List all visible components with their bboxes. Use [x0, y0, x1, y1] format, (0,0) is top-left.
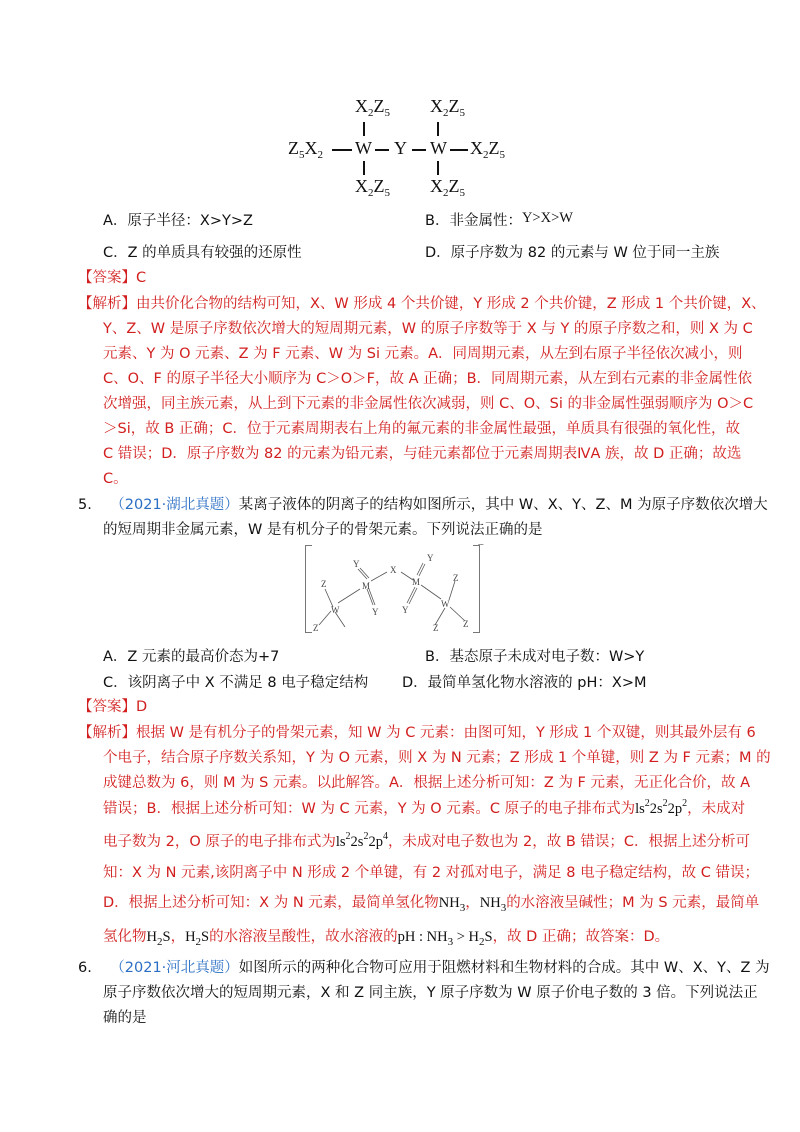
h2s-formula: $H_2S$	[146, 929, 171, 948]
q4-option-b-prefix: B．非金属性：	[425, 213, 522, 229]
q4-option-d: D．原子序数为 82 的元素与 W 位于同一主族	[425, 245, 720, 261]
q4-option-a: A．原子半径：X>Y>Z	[103, 213, 253, 229]
nh3-formula: $NH_3$	[438, 895, 466, 914]
q4-analysis-line-6: ＞Si，故 B 正确；C．位于元素周期表右上角的氟元素的非金属性最强，单质具有很强的氧化性，故	[103, 421, 741, 437]
q5-option-d: D．最简单氢化物水溶液的 pH：X>M	[402, 675, 647, 691]
anion-structure-figure	[305, 539, 484, 633]
q4-analysis-line-5: 次增强，同主族元素，从上到下元素的非金属性依次减弱，则 C、O、Si 的非金属性强弱顺序为 O＞C	[103, 396, 754, 412]
atom-z: Z	[453, 573, 459, 583]
q5-analysis-text-8a: 氢化物	[103, 929, 147, 945]
bond-w1-y	[375, 149, 389, 151]
q5-analysis-text-8c: 的水溶液呈酸性，故水溶液的	[209, 929, 398, 945]
bond-y-w2	[412, 149, 426, 151]
q4-analysis-line-8: C。	[103, 471, 128, 487]
q4-answer	[78, 268, 146, 288]
atom-z: Z	[313, 623, 319, 633]
q5-analysis-text-7b: ，	[465, 895, 480, 911]
q6-stem-line-3: 确的是	[103, 1010, 147, 1026]
q5-stem-line-2: 的短周期非金属元素，W 是有机分子的骨架元素。下列说法正确的是	[103, 522, 543, 538]
q4-analysis-text-1: 由共价化合物的结构可知，X、W 形成 4 个共价键，Y 形成 2 个共价键，Z 形成 1 个共价键，X、	[136, 296, 766, 312]
q5-stem-line-1	[78, 495, 768, 515]
q5-answer	[78, 697, 147, 717]
q5-option-c: C．该阴离子中 X 不满足 8 电子稳定结构	[103, 675, 369, 691]
atom-y: Y	[394, 138, 407, 158]
atom-m: M	[412, 577, 421, 587]
atom-w1: W	[355, 138, 372, 158]
group-left: $Z_5X_2$	[288, 138, 323, 161]
atom-y: Y	[402, 605, 409, 615]
q5-analysis-text-5b: ，未成对电子数也为 2，故 B 错误；C．根据上述分析可	[387, 834, 751, 850]
q5-option-a: A．Z 元素的最高价态为+7	[103, 649, 280, 665]
c-electron-config: $ls^22s^22p^2$	[635, 798, 688, 817]
q5-analysis-text-5a: 电子数为 2，O 原子的电子排布式为	[103, 834, 336, 850]
q6-stem-text-1: 如图所示的两种化合物可应用于阻燃材料和生物材料的合成。其中 W、X、Y、Z 为	[238, 960, 770, 976]
q5-number: 5.	[78, 497, 92, 513]
q5-analysis-line-5	[103, 832, 750, 852]
q5-answer-value: D	[136, 699, 148, 715]
q5-source: （2021·湖北真题）	[110, 497, 239, 513]
q5-analysis-line-1	[78, 723, 756, 743]
atom-y: Y	[372, 607, 379, 617]
q4-analysis-line-3: 元素、Y 为 O 元素、Z 为 F 元素、W 为 Si 元素。A．同周期元素，从左到右原子半径依次减小，则	[103, 346, 743, 362]
anion-bonds	[305, 545, 480, 633]
q5-analysis-text-8b: ，	[170, 929, 186, 945]
bond-bottom-left	[363, 161, 365, 175]
atom-y: Y	[427, 553, 434, 563]
h2s-formula: $H_2S$	[185, 929, 210, 948]
q5-analysis-label: 【解析】	[78, 725, 136, 741]
nh3-formula: $NH_3$	[479, 895, 507, 914]
ph-comparison: pH : $NH_3 > H_2S$	[397, 929, 493, 948]
q5-stem-text-1: 某离子液体的阴离子的结构如图所示，其中 W、X、Y、Z、M 为原子序数依次增大	[238, 497, 768, 513]
atom-z: Z	[433, 623, 439, 633]
group-bottom-right: $X_2Z_5$	[430, 176, 465, 199]
q5-analysis-text-7a: D．根据上述分析可知：X 为 N 元素，最简单氢化物	[103, 895, 439, 911]
q4-analysis-line-1	[78, 294, 766, 314]
q5-analysis-text-8d: ，故 D 正确；故答案：D。	[492, 929, 670, 945]
group-top-right: $X_2Z_5$	[430, 96, 465, 119]
q4-option-b	[425, 211, 573, 231]
bond-top-left	[363, 122, 365, 136]
q5-analysis-text-1: 根据 W 是有机分子的骨架元素，知 W 为 C 元素：由图可知，Y 形成 1 个双键，则其最外层有 6	[136, 725, 756, 741]
atom-m: M	[362, 581, 371, 591]
atom-w2: W	[430, 138, 447, 158]
q5-analysis-line-2: 个电子，结合原子序数关系知，Y 为 O 元素，则 X 为 N 元素；Z 形成 1 个单键，则 Z 为 F 元素；M 的	[103, 750, 771, 766]
bond-top-right	[437, 122, 439, 136]
bond-right	[450, 149, 468, 151]
group-bottom-left: $X_2Z_5$	[355, 176, 390, 199]
q5-analysis-text-4a: 错误；B．根据上述分析可知：W 为 C 元素，Y 为 O 元素。C 原子的电子排布式为	[103, 801, 636, 817]
group-top-left: $X_2Z_5$	[355, 96, 390, 119]
q4-analysis-label: 【解析】	[78, 296, 136, 312]
atom-x: X	[390, 565, 397, 575]
atom-y: Y	[353, 559, 360, 569]
o-electron-config: $ls^22s^22p^4$	[335, 831, 388, 850]
q4-analysis-line-7: C 错误；D．原子序数为 82 的元素为铅元素，与硅元素都位于元素周期表ⅣA 族，故 D 正确；故选	[103, 446, 742, 462]
q4-option-c: C．Z 的单质具有较强的还原性	[103, 245, 302, 261]
q5-analysis-line-3: 成键总数为 6，则 M 为 S 元素。以此解答。A．根据上述分析可知：Z 为 F 元素，无正化合价，故 A	[103, 775, 751, 791]
q5-answer-label: 【答案】	[78, 699, 136, 715]
q4-answer-value: C	[136, 270, 147, 286]
q5-analysis-text-4b: ，未成对	[687, 801, 746, 817]
atom-z: Z	[463, 619, 469, 629]
q6-number: 6.	[78, 960, 92, 976]
q4-analysis-line-4: C、O、F 的原子半径大小顺序为 C＞O＞F，故 A 正确；B．同周期元素，从左到右元素的非金属性依	[103, 371, 753, 387]
q4-analysis-line-2: Y、Z、W 是原子序数依次增大的短周期元素，W 的原子序数等于 X 与 Y 的原子序数之和，则 X 为 C	[103, 321, 753, 337]
q5-option-b: B．基态原子未成对电子数：W>Y	[425, 649, 645, 665]
q4-answer-label: 【答案】	[78, 270, 136, 286]
group-right: $X_2Z_5$	[470, 138, 505, 161]
q5-analysis-text-7c: 的水溶液呈碱性；M 为 S 元素，最简单	[506, 895, 760, 911]
atom-w: W	[331, 605, 340, 615]
q6-stem-line-1	[78, 958, 770, 978]
q5-analysis-line-4	[103, 799, 745, 819]
bond-left	[332, 149, 352, 151]
q6-source: （2021·河北真题）	[110, 960, 239, 976]
charge-minus: −	[477, 539, 484, 551]
q5-analysis-line-7	[103, 893, 759, 913]
q5-analysis-line-6: 知：X 为 N 元素,该阴离子中 N 形成 2 个单键，有 2 对孤对电子，满足 8 电子稳定结构，故 C 错误；	[103, 865, 759, 881]
atom-w: W	[441, 599, 450, 609]
atom-z: Z	[321, 579, 327, 589]
q6-stem-line-2: 原子序数依次增大的短周期元素，X 和 Z 同主族，Y 原子序数为 W 原子价电子数的 3 倍。下列说法正	[103, 985, 758, 1001]
q5-analysis-line-8	[103, 927, 669, 947]
q4-option-b-value: Y>X>W	[521, 210, 573, 226]
bond-bottom-right	[437, 161, 439, 175]
